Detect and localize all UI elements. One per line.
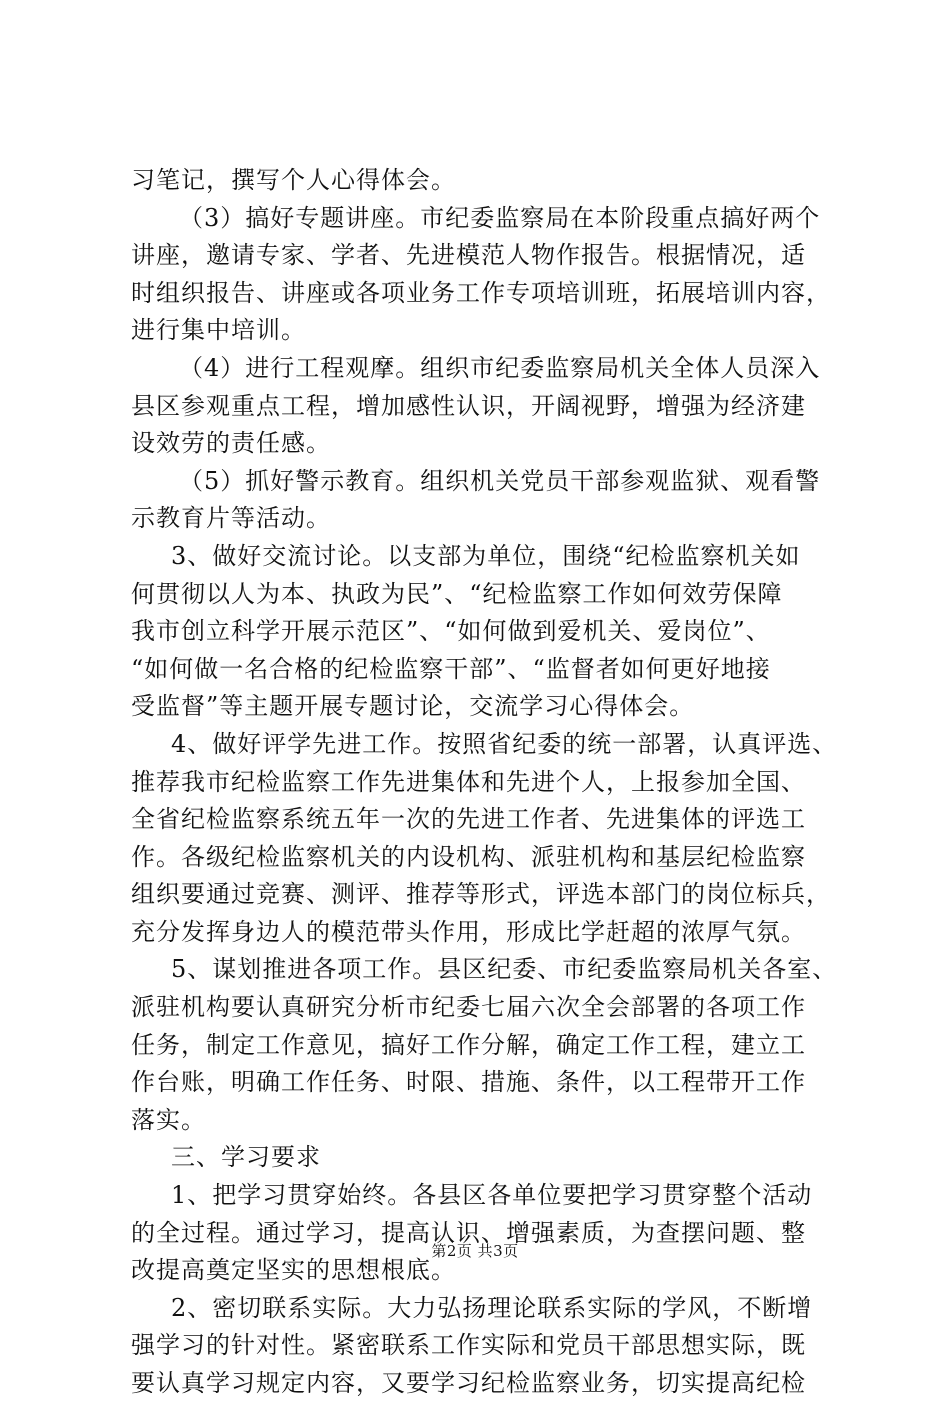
page-footer: 第2页 共3页	[431, 1242, 519, 1260]
text-line: 何贯彻以人为本、执政为民”、“纪检监察工作如何效劳保障	[131, 579, 783, 608]
text-line: （4）进行工程观摩。组织市纪委监察局机关全体人员深入	[179, 353, 821, 382]
text-line: 1、把学习贯穿始终。各县区各单位要把学习贯穿整个活动	[171, 1181, 813, 1210]
text-line: 讲座，邀请专家、学者、先进模范人物作报告。根据情况，适	[131, 241, 806, 270]
text-line: （3）搞好专题讲座。市纪委监察局在本阶段重点搞好两个	[179, 203, 821, 232]
text-line: 推荐我市纪检监察工作先进集体和先进个人，上报参加全国、	[131, 767, 806, 796]
text-line: 三、学习要求	[171, 1143, 321, 1172]
text-line: “如何做一名合格的纪检监察干部”、“监督者如何更好地接	[131, 654, 771, 683]
text-line: 设效劳的责任感。	[131, 429, 331, 458]
text-line: 3、做好交流讨论。以支部为单位，围绕“纪检监察机关如	[171, 541, 801, 570]
text-line: 示教育片等活动。	[131, 504, 331, 533]
text-line: 任务，制定工作意见，搞好工作分解，确定工作工程，建立工	[131, 1030, 806, 1059]
text-line: 全省纪检监察系统五年一次的先进工作者、先进集体的评选工	[131, 805, 806, 834]
text-line: 强学习的针对性。紧密联系工作实际和党员干部思想实际，既	[131, 1331, 806, 1360]
text-line: 5、谋划推进各项工作。县区纪委、市纪委监察局机关各室、	[171, 955, 838, 984]
text-line: 我市创立科学开展示范区”、“如何做到爱机关、爱岗位”、	[131, 617, 771, 646]
document-body	[131, 162, 838, 1403]
text-line: 县区参观重点工程，增加感性认识，开阔视野，增强为经济建	[131, 391, 806, 420]
text-line: 改提高奠定坚实的思想根底。	[131, 1256, 456, 1285]
text-line: 充分发挥身边人的模范带头作用，形成比学赶超的浓厚气氛。	[131, 917, 806, 946]
text-line: 落实。	[131, 1105, 206, 1134]
text-line: 习笔记，撰写个人心得体会。	[131, 166, 456, 194]
text-line: 受监督”等主题开展专题讨论，交流学习心得体会。	[131, 692, 695, 721]
text-line: 时组织报告、讲座或各项业务工作专项培训班，拓展培训内容，	[131, 278, 831, 307]
text-line: 2、密切联系实际。大力弘扬理论联系实际的学风，不断增	[171, 1293, 813, 1322]
text-line: 作台账，明确工作任务、时限、措施、条件，以工程带开工作	[131, 1068, 806, 1097]
text-line: 进行集中培训。	[131, 316, 306, 345]
text-line: 的全过程。通过学习，提高认识、增强素质，为查摆问题、整	[131, 1218, 806, 1247]
text-line: 4、做好评学先进工作。按照省纪委的统一部署，认真评选、	[171, 729, 838, 758]
text-line: 要认真学习规定内容，又要学习纪检监察业务，切实提高纪检	[131, 1369, 806, 1397]
text-line: 派驻机构要认真研究分析市纪委七届六次全会部署的各项工作	[131, 993, 806, 1022]
text-line: 作。各级纪检监察机关的内设机构、派驻机构和基层纪检监察	[131, 842, 806, 871]
text-line: （5）抓好警示教育。组织机关党员干部参观监狱、观看警	[179, 466, 821, 495]
text-line: 组织要通过竞赛、测评、推荐等形式，评选本部门的岗位标兵，	[131, 880, 831, 909]
